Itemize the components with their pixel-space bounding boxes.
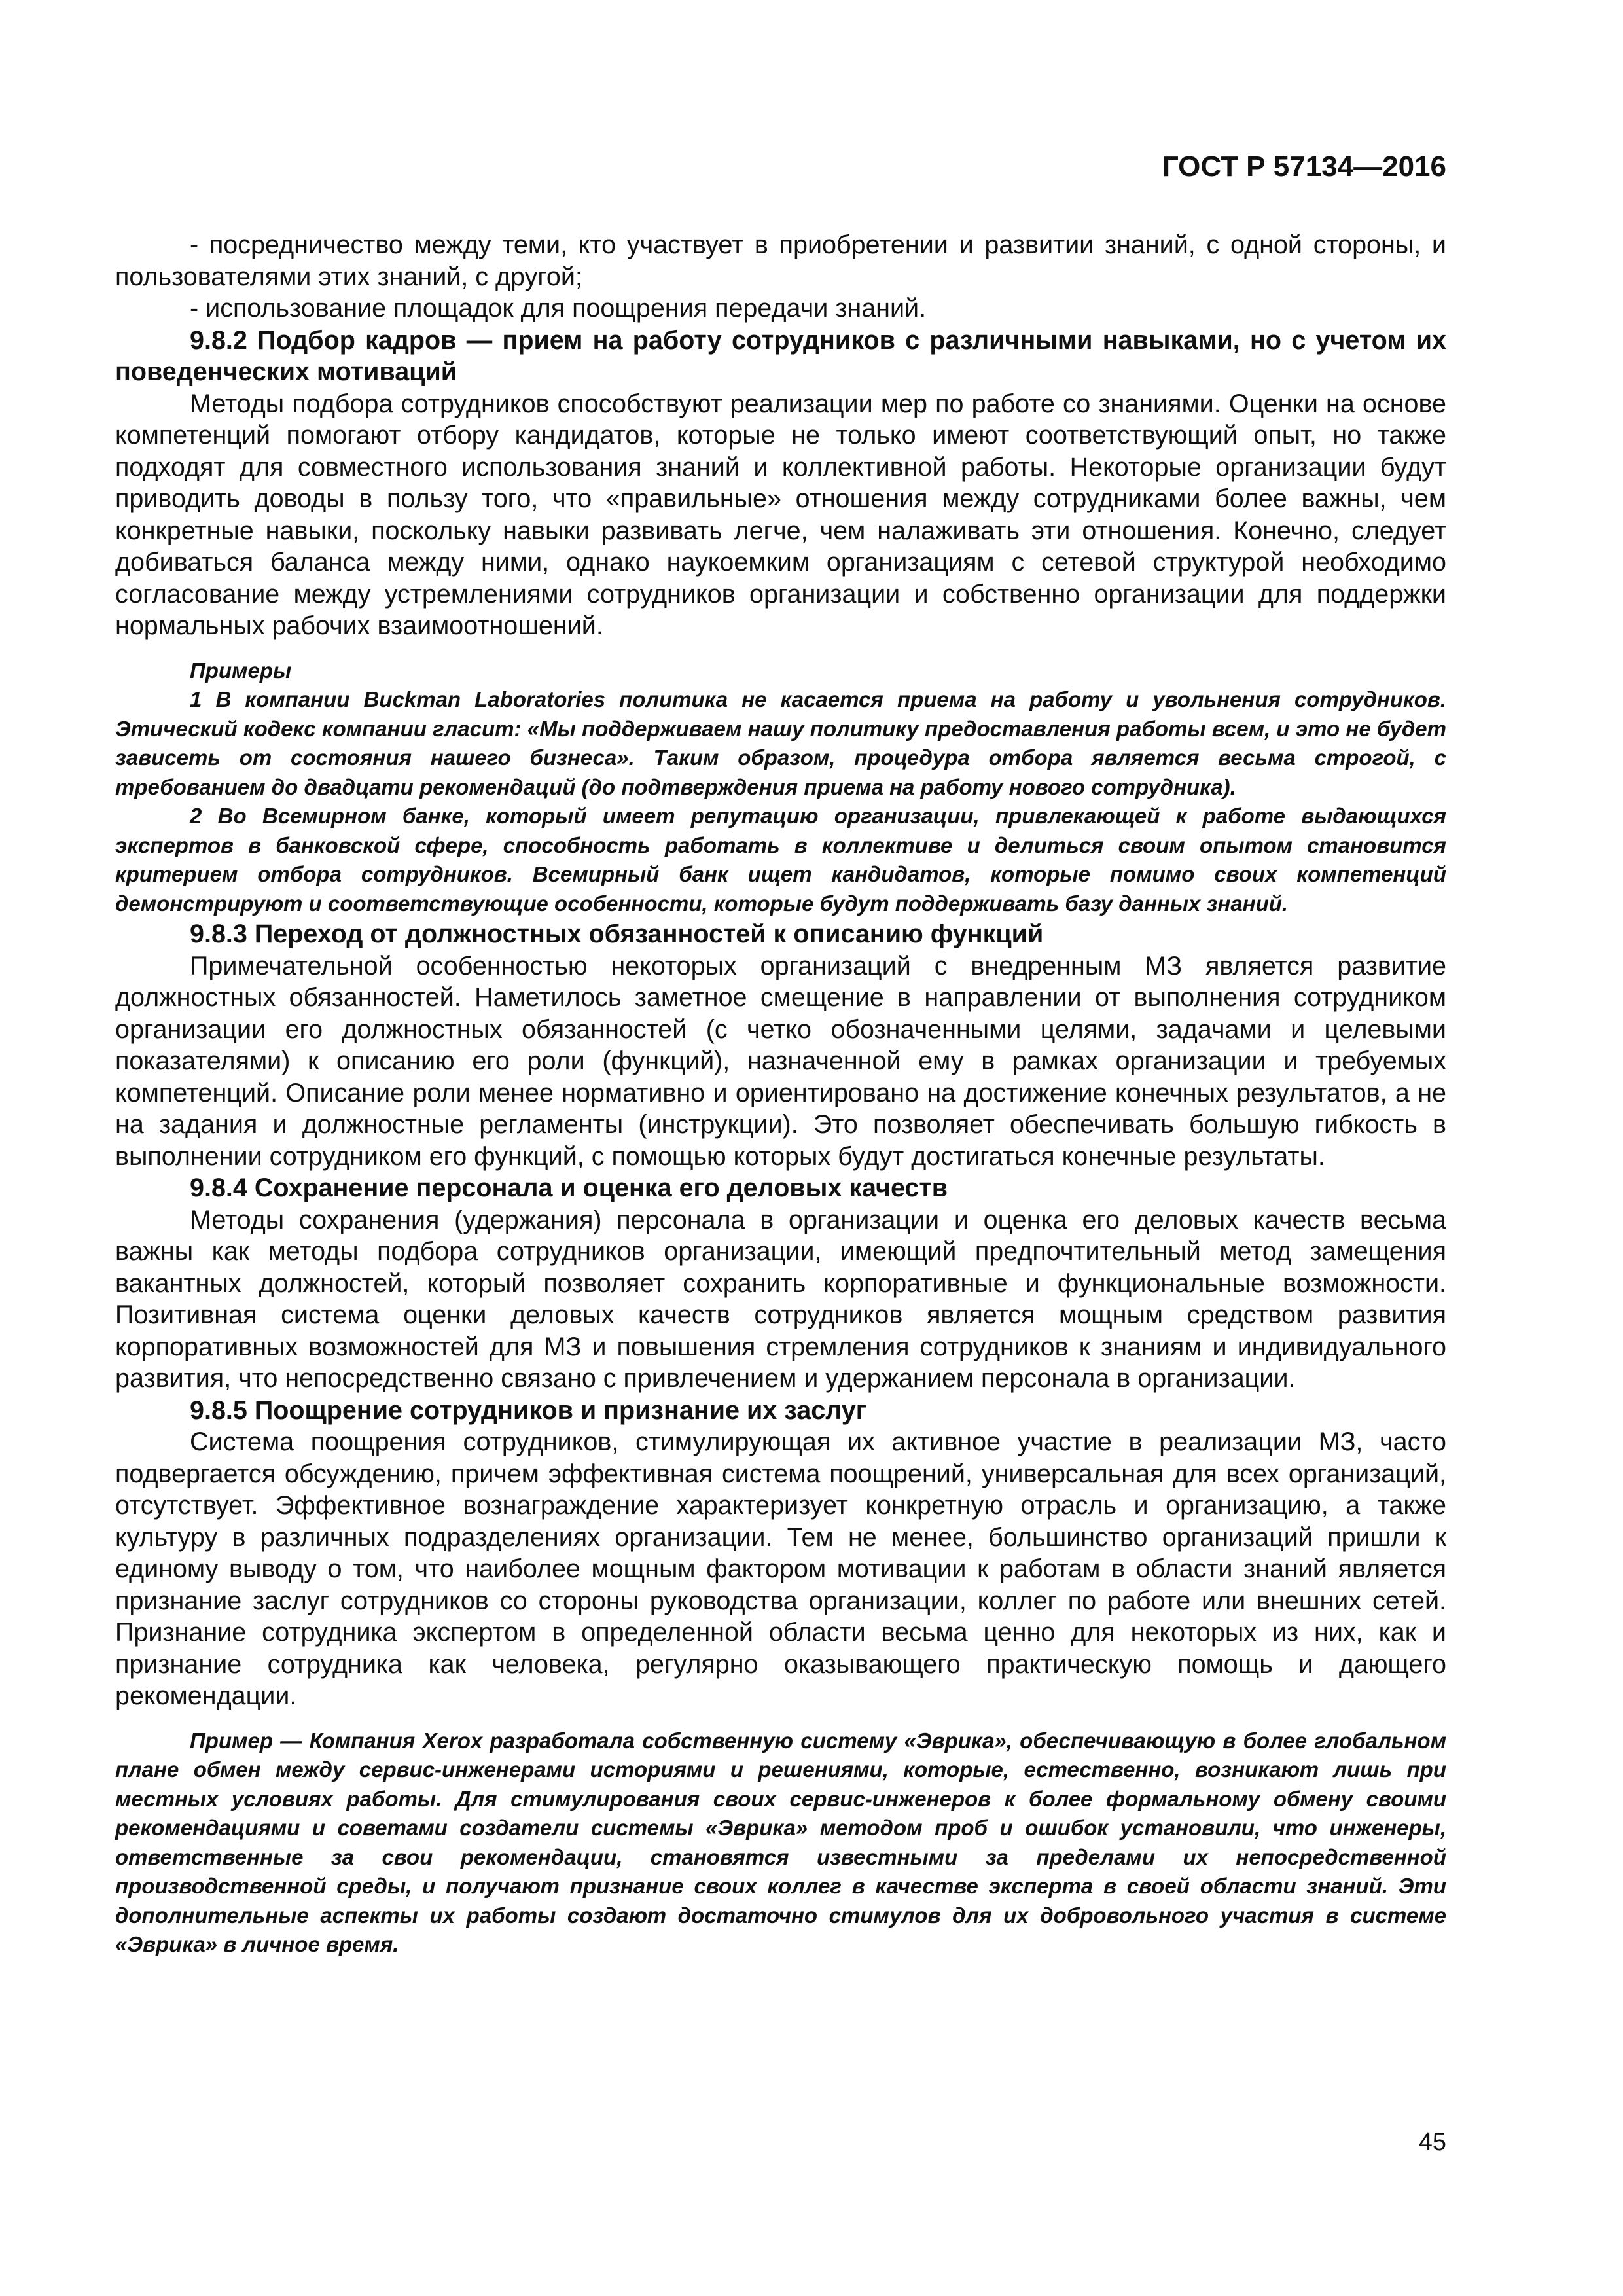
section-text-9-8-5: Система поощрения сотрудников, стимулирующая их активное участие в реализации МЗ, часто подвергается обсуждению, причем эффективная система поощрений, универсальная для всех организаций, отсутствует. Эффективное вознаграждение характеризует конкретную отрасль и организацию, а также культуру в различных подразделениях организации. Тем не менее, большинство организаций пришли к единому выводу о том, что наиболее мощным фактором мотивации к работам в области знаний является признание заслуг сотрудников со стороны руководства организации, коллег по работе или внешних сетей. Признание сотрудника экспертом в определенной области весьма ценно для некоторых из них, как и признание сотрудника как человека, регулярно оказывающего практическую помощь и дающего рекомендации. — [115, 1427, 1446, 1710]
document-page — [115, 151, 1446, 1960]
section-heading-9-8-5: 9.8.5 Поощрение сотрудников и признание их заслуг — [190, 1395, 867, 1425]
section-text-9-8-3: Примечательной особенностью некоторых организаций с внедренным МЗ является развитие должностных обязанностей. Наметилось заметное смещение в направлении от выполнения сотрудником организации его должностных обязанностей (с четко обозначенными целями, задачами и целевыми показателями) к описанию его роли (функций), назначенной ему в рамках организации и требуемых компетенций. Описание роли менее нормативно и ориентировано на достижение конечных результатов, а не на задания и должностные регламенты (инструкции). Это позволяет обеспечивать большую гибкость в выполнении сотрудником его функций, с помощью которых будут достигаться конечные результаты. — [115, 951, 1446, 1171]
examples-block — [115, 656, 1446, 919]
examples-title: Примеры — [190, 658, 292, 683]
section-text-9-8-2: Методы подбора сотрудников способствуют реализации мер по работе со знаниями. Оценки на основе компетенций помогают отбору кандидатов, которые не только имеют соответствующий опыт, но также подходят для совместного использования знаний и коллективной работы. Некоторые организации будут приводить доводы в пользу того, что «правильные» отношения между сотрудниками более важны, чем конкретные навыки, поскольку навыки развивать легче, чем налаживать эти отношения. Конечно, следует добиваться баланса между ними, однако наукоемким организациям с сетевой структурой необходимо согласование между устремлениями сотрудников организации и собственно организации для поддержки нормальных рабочих взаимоотношений. — [115, 389, 1446, 640]
example-item: Пример — Компания Xerox разработала собственную систему «Эврика», обеспечивающую в более глобальном плане обмен между сервис-инженерами историями и решениями, которые, естественно, возникают лишь при местных условиях работы. Для стимулирования своих сервис-инженеров к более формальному обмену своими рекомендациями и советами создатели системы «Эврика» методом проб и ошибок установили, что инженеры, ответственные за свои рекомендации, становятся известными за пределами их непосредственной производственной среды, и получают признание своих коллег в качестве эксперта в своей области знаний. Эти дополнительные аспекты их работы создают достаточно стимулов для их добровольного участия в системе «Эврика» в личное время. — [115, 1728, 1446, 1956]
section-heading-9-8-4: 9.8.4 Сохранение персонала и оценка его деловых качеств — [190, 1174, 948, 1202]
page-number: 45 — [1418, 2128, 1446, 2156]
document-body-continued — [115, 918, 1446, 1712]
document-body — [115, 229, 1446, 642]
document-header: ГОСТ Р 57134—2016 — [1162, 151, 1446, 183]
section-heading-9-8-2: 9.8.2 Подбор кадров — прием на работу сотрудников с различными навыками, но с учетом их поведенческих мотиваций — [115, 325, 1446, 386]
example-item: 1 В компании Buckman Laboratories политика не касается приема на работу и увольнения сотрудников. Этический кодекс компании гласит: «Мы поддерживаем нашу политику предоставления работы всем, и это не будет зависеть от состояния нашего бизнеса». Таким образом, процедура отбора является весьма строгой, с требованием до двадцати рекомендаций (до подтверждения приема на работу нового сотрудника). — [115, 687, 1446, 799]
example-block — [115, 1727, 1446, 1960]
bullet-item: - посредничество между теми, кто участвует в приобретении и развитии знаний, с одной стороны, и пользователями этих знаний, с другой; — [115, 230, 1446, 291]
bullet-item: - использование площадок для поощрения передачи знаний. — [190, 294, 927, 323]
section-text-9-8-4: Методы сохранения (удержания) персонала в организации и оценка его деловых качеств весьма важны как методы подбора сотрудников организации, имеющий предпочтительный метод замещения вакантных должностей, который позволяет сохранить корпоративные и функциональные возможности. Позитивная система оценки деловых качеств сотрудников является мощным средством развития корпоративных возможностей для МЗ и повышения стремления сотрудников к знаниям и индивидуального развития, что непосредственно связано с привлечением и удержанием персонала в организации. — [115, 1205, 1446, 1393]
section-heading-9-8-3: 9.8.3 Переход от должностных обязанностей к описанию функций — [190, 920, 1044, 948]
example-item: 2 Во Всемирном банке, который имеет репутацию организации, привлекающей к работе выдающихся экспертов в банковской сфере, способность работать в коллективе и делиться своим опытом становится критерием отбора сотрудников. Всемирный банк ищет кандидатов, которые помимо своих компетенций демонстрируют и соответствующие особенности, которые будут поддерживать базу данных знаний. — [115, 804, 1446, 916]
